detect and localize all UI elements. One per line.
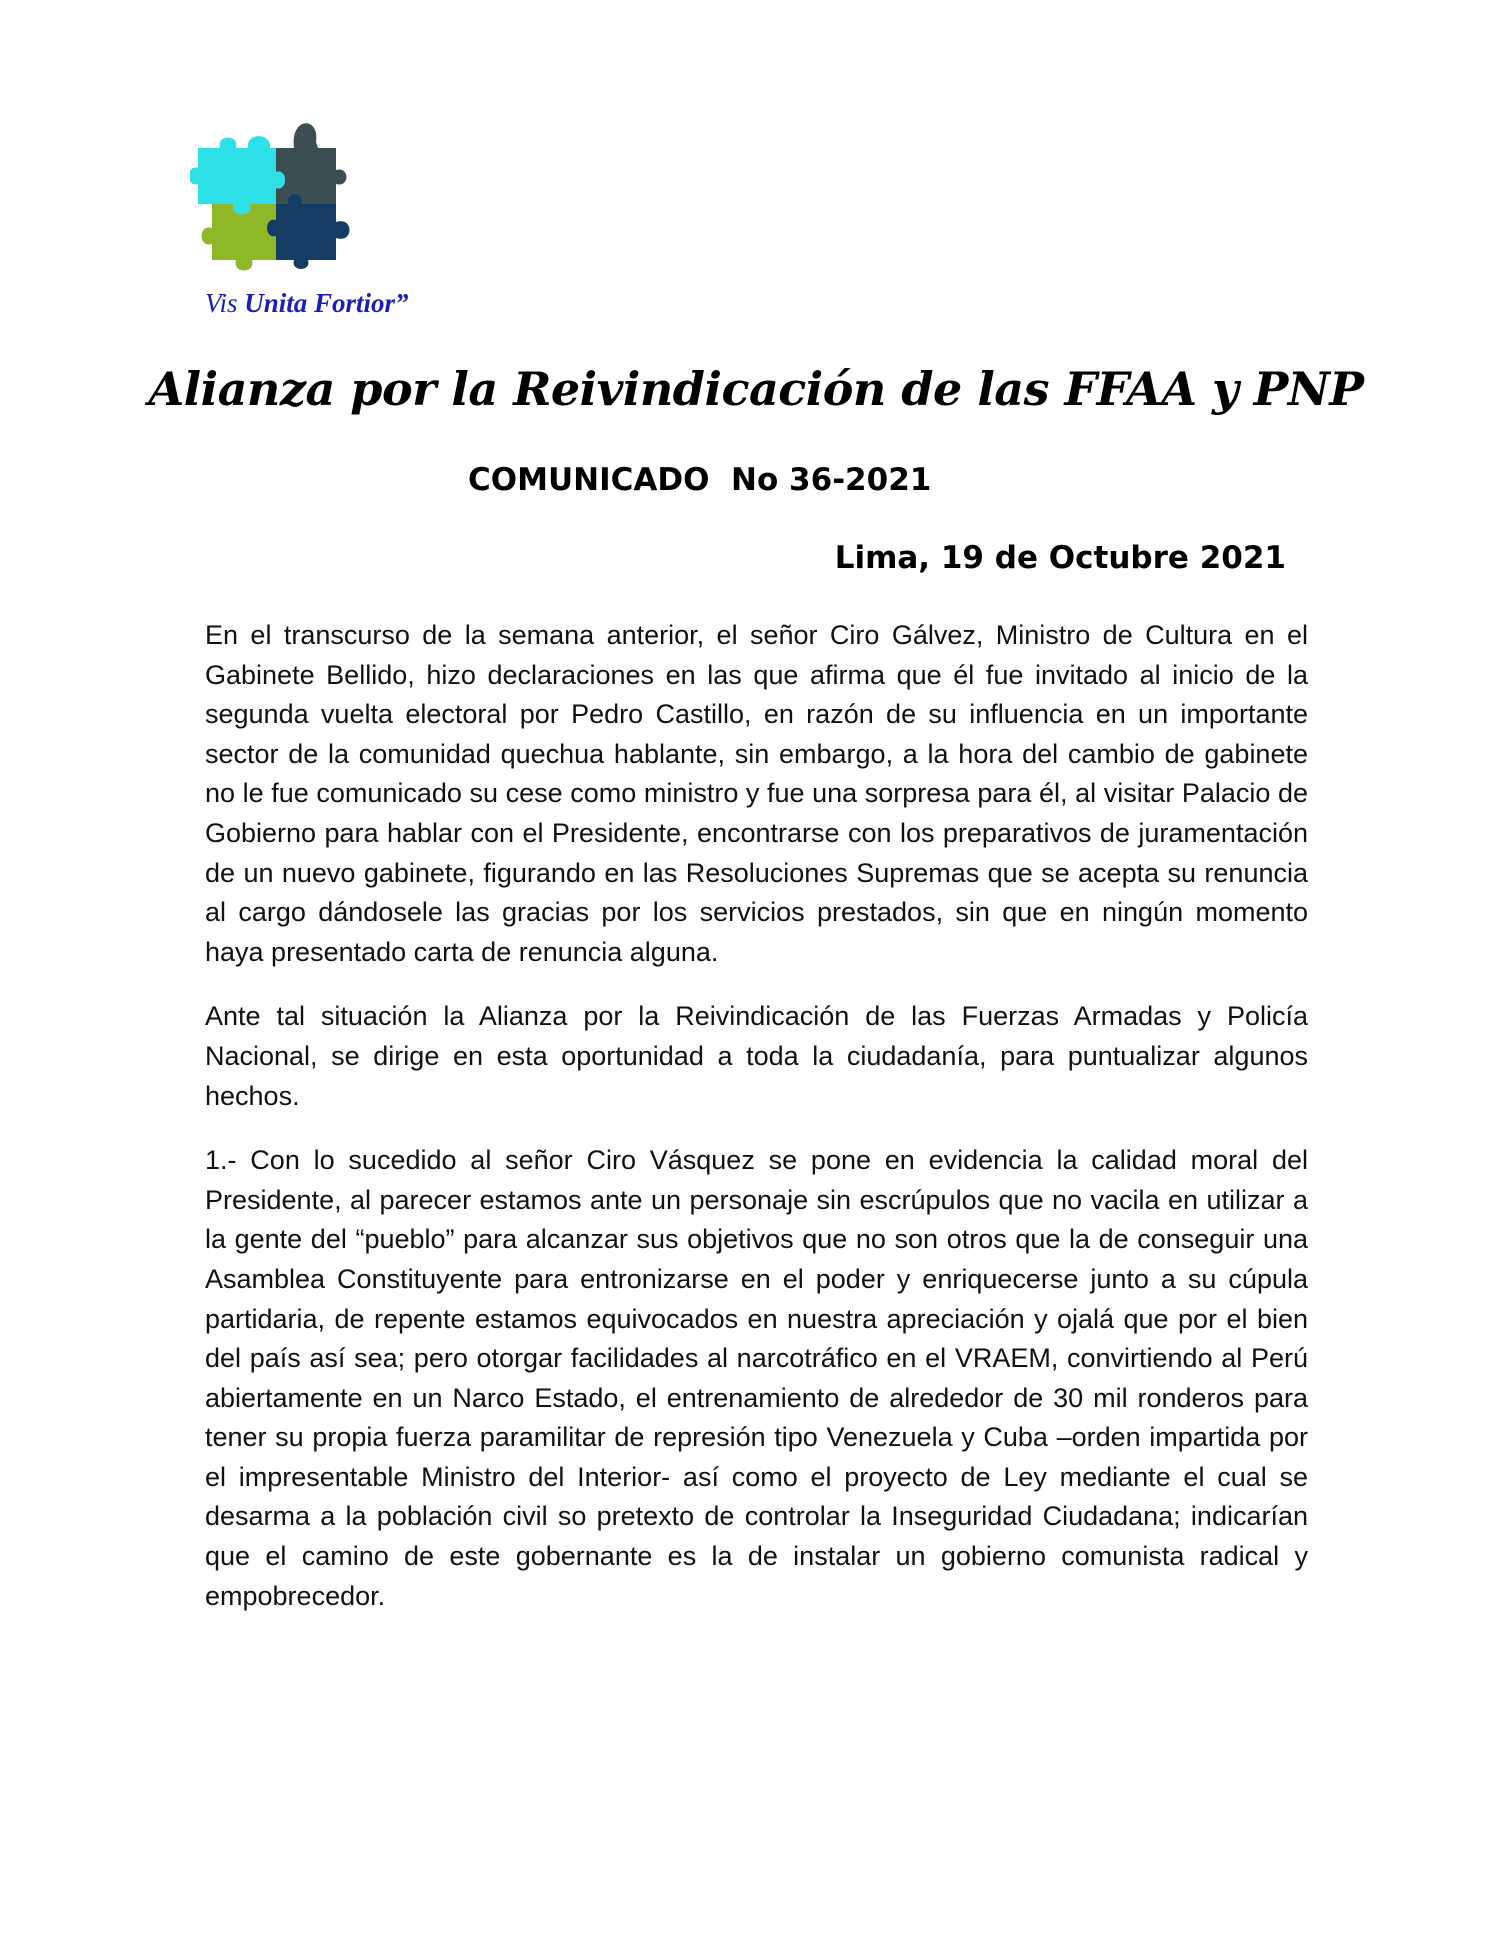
- motto-prefix: Vis: [205, 288, 245, 318]
- puzzle-piece-navy: [267, 194, 350, 270]
- puzzle-logo-graphic: [190, 112, 370, 272]
- body-paragraph: Ante tal situación la Alianza por la Reivindicación de las Fuerzas Armadas y Policía Nacional, se dirige en esta oportunidad a toda la ciudadanía, para puntualizar algunos hechos.: [205, 1001, 1308, 1111]
- communique-title: COMUNICADO No 36-2021: [468, 462, 932, 498]
- organization-title: Alianza por la Reivindicación de las FFAA y PNP: [148, 362, 1364, 416]
- puzzle-piece-cyan: [190, 136, 285, 214]
- communique-body: [205, 616, 1308, 1641]
- motto: [205, 288, 409, 319]
- body-paragraph: En el transcurso de la semana anterior, el señor Ciro Gálvez, Ministro de Cultura en el Gabinete Bellido, hizo declaraciones en las que afirma que él fue invitado al inicio de la segunda vuelta electoral por Pedro Castillo, en razón de su influencia en un importante sector de la comunidad quechua hablante, sin embargo, a la hora del cambio de gabinete no le fue comunicado su cese como ministro y fue una sorpresa para él, al visitar Palacio de Gobierno para hablar con el Presidente, encontrarse con los preparativos de juramentación de un nuevo gabinete, figurando en las Resoluciones Supremas que se acepta su renuncia al cargo dándosele las gracias por los servicios prestados, sin que en ningún momento haya presentado carta de renuncia alguna.: [205, 620, 1308, 967]
- communique-date: Lima, 19 de Octubre 2021: [834, 540, 1286, 576]
- motto-emphasis: Unita Fortior”: [244, 288, 409, 318]
- puzzle-piece-slate: [276, 123, 347, 204]
- puzzle-logo-icon: [190, 112, 370, 272]
- body-paragraph: 1.- Con lo sucedido al señor Ciro Vásquez se pone en evidencia la calidad moral del Presidente, al parecer estamos ante un personaje sin escrúpulos que no vacila en utilizar a la gente del “pueblo” para alcanzar sus objetivos que no son otros que la de conseguir una Asamblea Constituyente para entronizarse en el poder y enriquecerse junto a su cúpula partidaria, de repente estamos equivocados en nuestra apreciación y ojalá que por el bien del país así sea; pero otorgar facilidades al narcotráfico en el VRAEM, convirtiendo al Perú abiertamente en un Narco Estado, el entrenamiento de alrededor de 30 mil ronderos para tener su propia fuerza paramilitar de represión tipo Venezuela y Cuba –orden impartida por el impresentable Ministro del Interior- así como el proyecto de Ley mediante el cual se desarma a la población civil so pretexto de controlar la Inseguridad Ciudadana; indicarían que el camino de este gobernante es la de instalar un gobierno comunista radical y empobrecedor.: [205, 1145, 1308, 1611]
